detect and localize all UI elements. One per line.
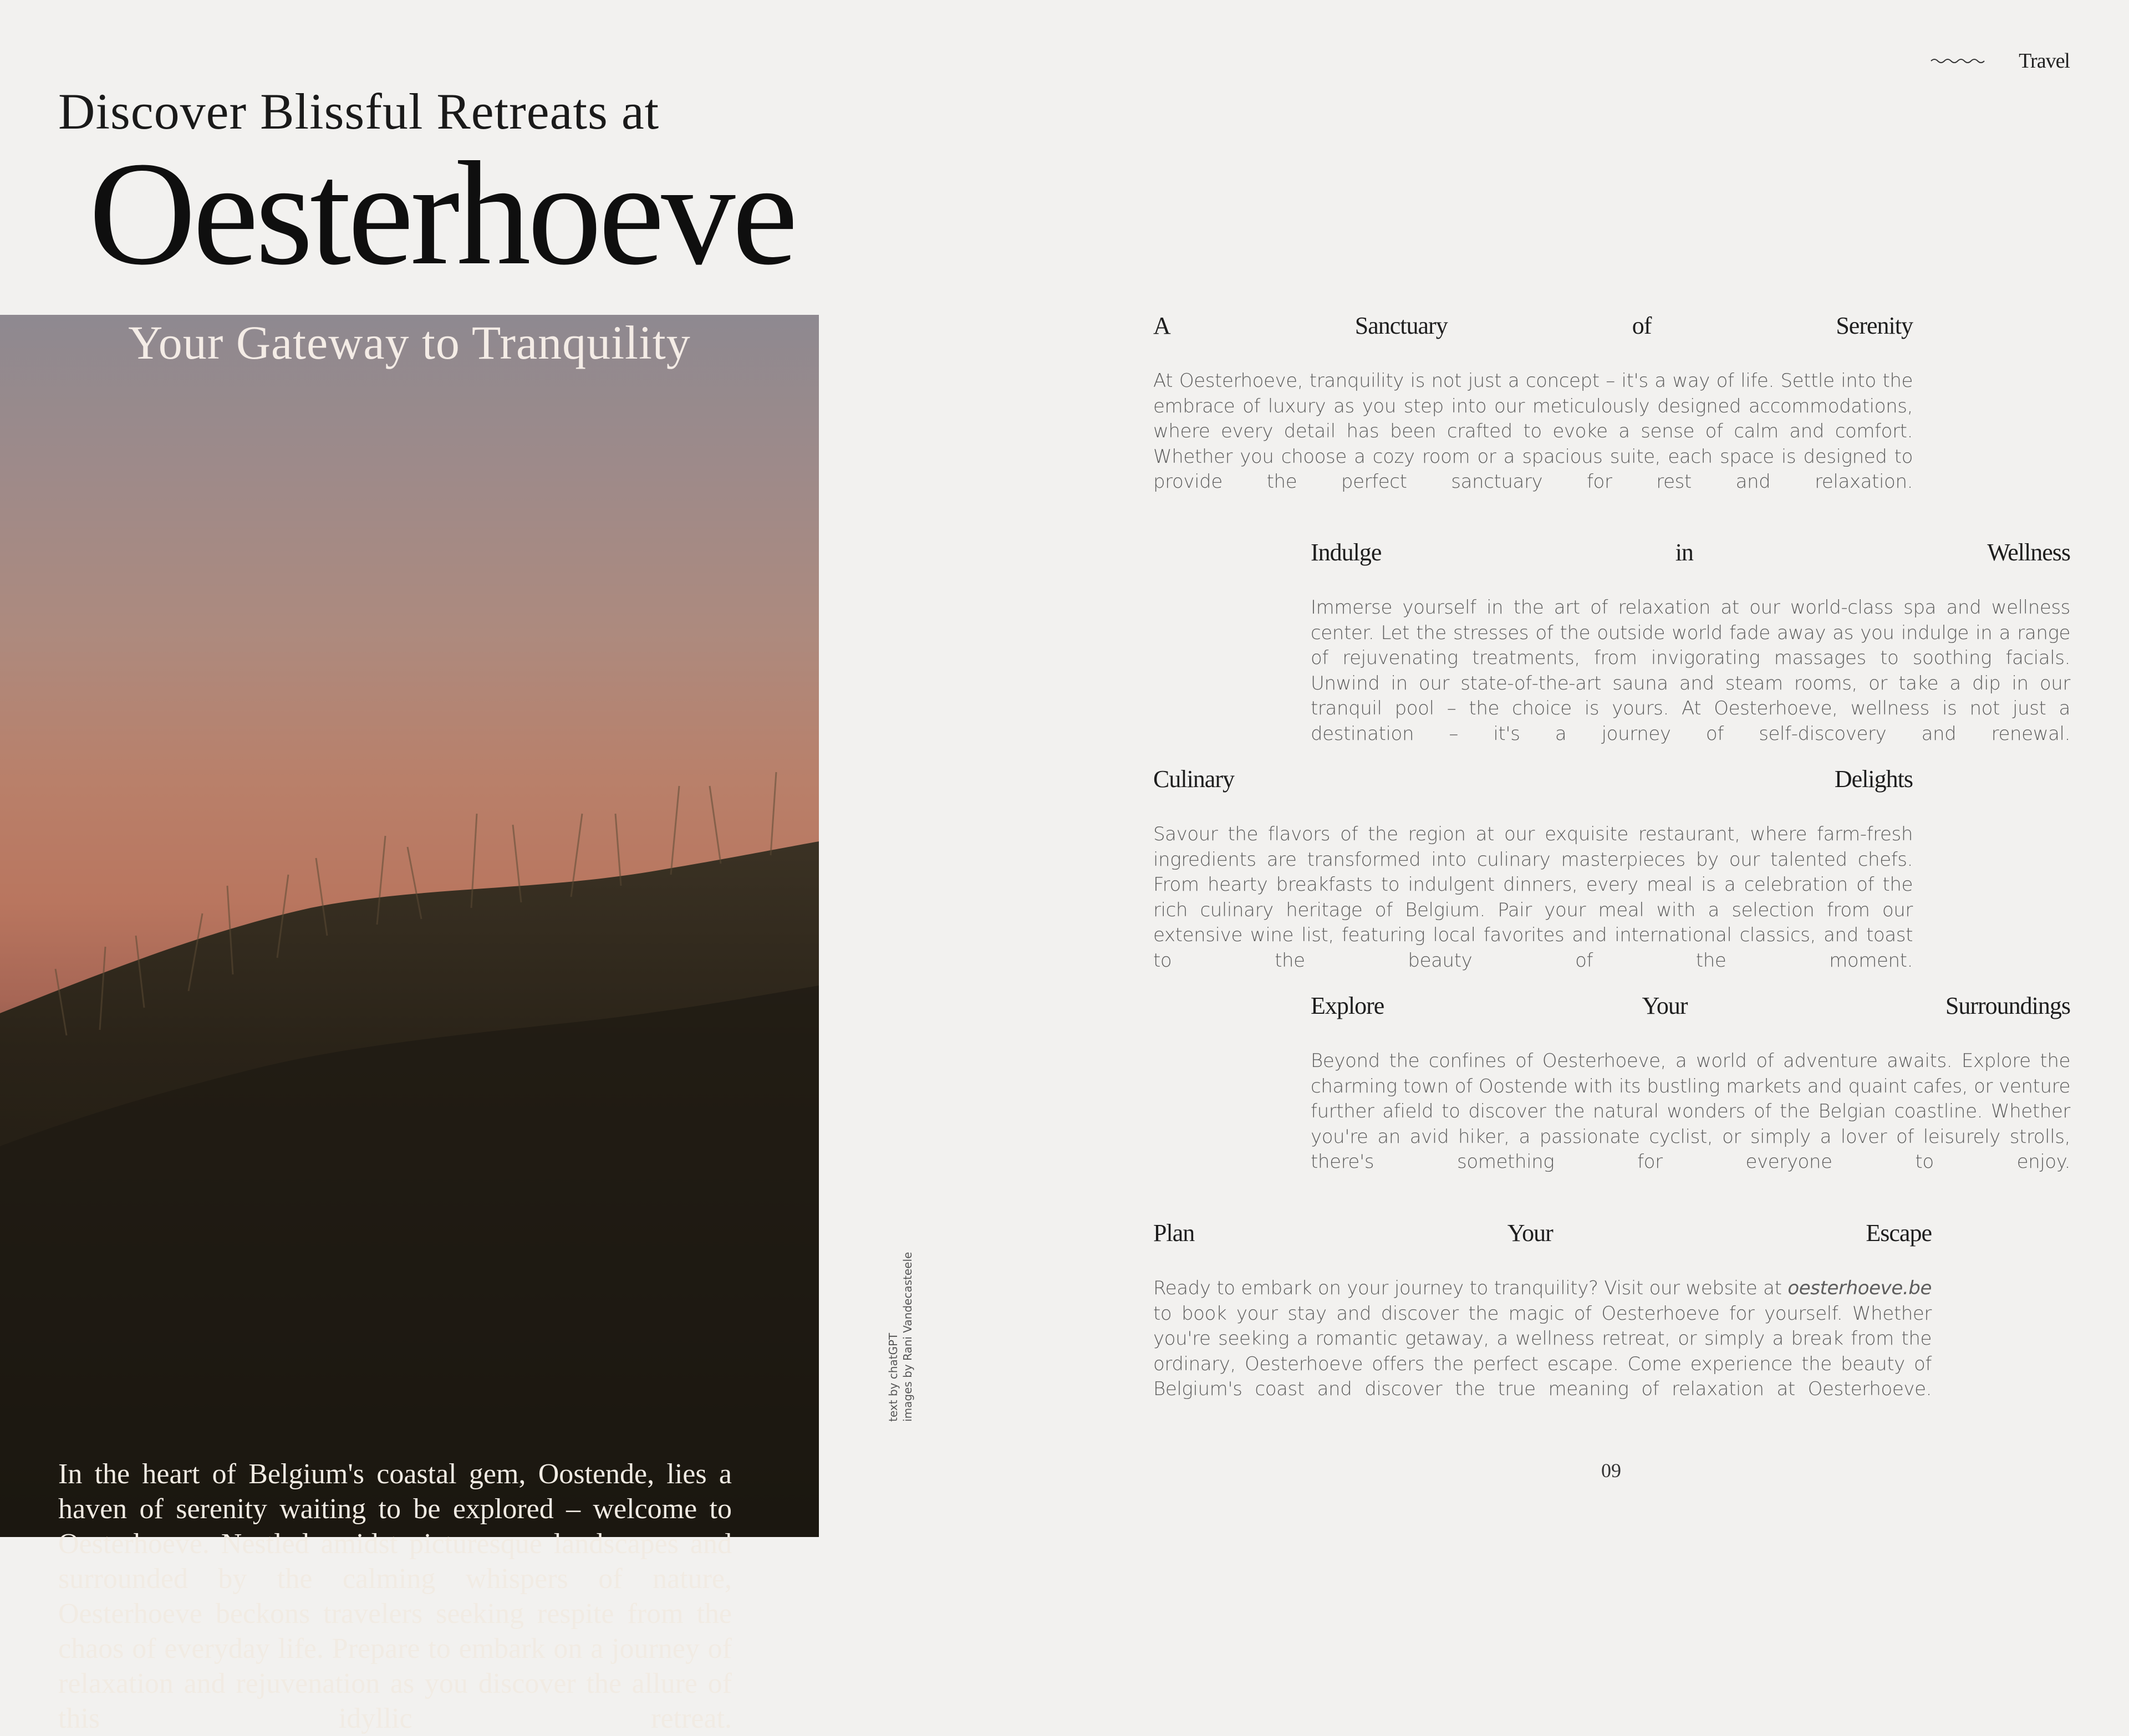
heading-word: Escape <box>1866 1219 1932 1247</box>
section-heading <box>1311 539 2070 566</box>
section-body: Savour the flavors of the region at our exquisite restaurant, where farm-fresh ingredients are transformed into culinary masterpieces by our talented chefs. From hearty breakfasts to indulgent dinners, every meal is a celebration of the rich culinary heritage of Belgium. Pair your meal with a selection from our extensive wine list, featuring local favorites and international classics, and toast to the beauty of the moment. <box>1153 823 1913 972</box>
heading-word: Your <box>1642 992 1688 1019</box>
section-sanctuary <box>1153 312 1913 495</box>
wave-icon <box>1930 58 1988 64</box>
website-link[interactable]: oesterhoeve.be <box>1787 1277 1932 1299</box>
heading-word: Delights <box>1834 765 1913 793</box>
heading-word: A <box>1153 312 1170 339</box>
heading-word: Culinary <box>1153 765 1234 793</box>
heading-word: Explore <box>1311 992 1384 1019</box>
dune-grass-image <box>0 315 819 1537</box>
article-subtitle: Your Gateway to Tranquility <box>128 316 691 369</box>
section-label: Travel <box>2019 49 2070 73</box>
section-wellness <box>1311 539 2070 747</box>
hero-photo <box>0 315 819 1734</box>
section-explore <box>1311 992 2070 1175</box>
section-culinary <box>1153 765 1913 973</box>
intro-paragraph: In the heart of Belgium's coastal gem, Oostende, lies a haven of serenity waiting to be explored – welcome to Oesterhoeve. Nestled amidst picturesque landscapes and surrounded by the calming whispers of nature, Oesterhoeve beckons travelers seeking respite from the chaos of everyday life. Prepare to embark on a journey of relaxation and rejuvenation as you discover the allure of this idyllic retreat. <box>58 1458 732 1734</box>
heading-word: Sanctuary <box>1354 312 1448 339</box>
heading-word: Wellness <box>1987 539 2070 566</box>
section-escape <box>1153 1219 1932 1402</box>
heading-word: Plan <box>1153 1219 1195 1247</box>
heading-word: Your <box>1507 1219 1553 1247</box>
heading-word: Indulge <box>1311 539 1382 566</box>
heading-word: in <box>1675 539 1693 566</box>
photo-credits <box>886 1252 915 1422</box>
section-heading <box>1153 312 1913 340</box>
body-text: Ready to embark on your journey to tranquility? Visit our website at <box>1153 1277 1788 1299</box>
heading-word: of <box>1632 312 1652 339</box>
article-kicker: Discover Blissful Retreats at <box>58 83 660 140</box>
section-body: Beyond the confines of Oesterhoeve, a world of adventure awaits. Explore the charming town of Oostende with its bustling markets and quaint cafes, or venture further afield to discover the natural wonders of the Belgian coastline. Whether you're an avid hiker, a passionate cyclist, or simply a lover of leisurely strolls, there's something for everyone to enjoy. <box>1311 1050 2070 1173</box>
section-heading <box>1153 1219 1932 1247</box>
page-number: 09 <box>1601 1459 1621 1482</box>
section-tag <box>1930 49 2070 73</box>
text-credit: text by chatGPT <box>887 1332 900 1422</box>
body-text: to book your stay and discover the magic of Oesterhoeve for yourself. Whether you're seeking a romantic getaway, a wellness retreat, or simply a break from the ordinary, Oesterhoeve offers the perfect escape. Come experience the beauty of Belgium's coast and discover the true meaning of relaxation at Oesterhoeve. <box>1153 1302 1932 1400</box>
section-body <box>1153 1276 1932 1402</box>
section-heading <box>1311 992 2070 1020</box>
heading-word: Surroundings <box>1945 992 2070 1019</box>
section-heading <box>1153 765 1913 793</box>
image-credit: images by Rani Vandecasteele <box>901 1252 914 1422</box>
article-title: Oesterhoeve <box>89 131 795 295</box>
heading-word: Serenity <box>1836 312 1913 339</box>
section-body: At Oesterhoeve, tranquility is not just a concept – it's a way of life. Settle into the embrace of luxury as you step into our meticulously designed accommodations, where every detail has been crafted to evoke a sense of calm and comfort. Whether you choose a cozy room or a spacious suite, each space is designed to provide the perfect sanctuary for rest and relaxation. <box>1153 370 1913 493</box>
section-body: Immerse yourself in the art of relaxation at our world-class spa and wellness center. Let the stresses of the outside world fade away as you indulge in a range of rejuvenating treatments, from invigorating massages to soothing facials. Unwind in our state-of-the-art sauna and steam rooms, or take a dip in our tranquil pool – the choice is yours. At Oesterhoeve, wellness is not just a destination – it's a journey of self-discovery and renewal. <box>1311 596 2070 745</box>
